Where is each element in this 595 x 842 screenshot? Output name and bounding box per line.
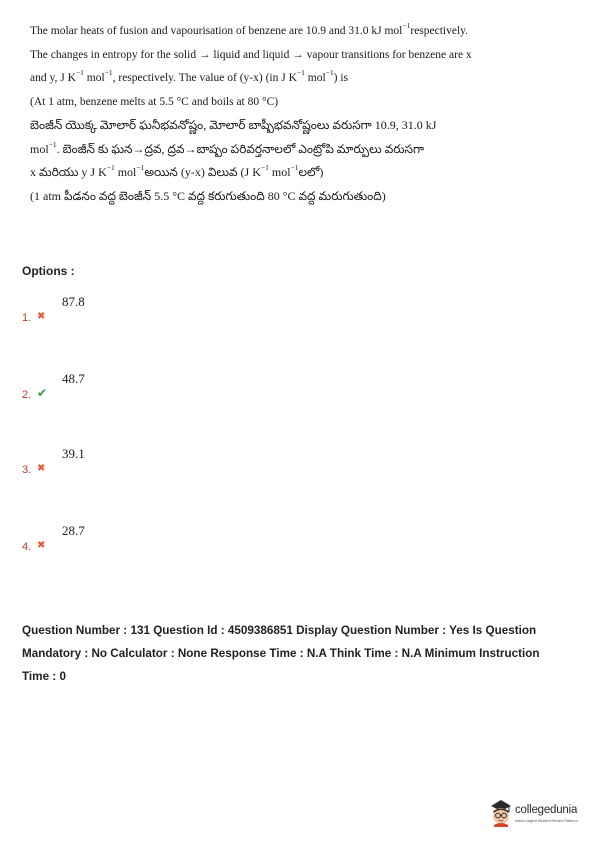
text: (At 1 atm, benzene melts at 5.5 °C and boils at 80 °C) bbox=[30, 95, 279, 108]
question-te-line-3 bbox=[30, 161, 460, 185]
cross-icon: ✖ bbox=[37, 540, 46, 551]
superscript: −1 bbox=[136, 163, 145, 172]
text: mol bbox=[268, 165, 291, 179]
question-te-line-4 bbox=[30, 185, 460, 209]
text: mol bbox=[83, 72, 105, 84]
option-value: 48.7 bbox=[62, 371, 85, 386]
superscript: −1 bbox=[296, 68, 305, 78]
superscript: −1 bbox=[260, 163, 269, 172]
question-en-line-1 bbox=[30, 20, 469, 44]
text: బెంజీన్ యొక్క మోలార్ ఘనీభవనోష్ణం, మోలార్ బాష్పీభవనోష్ణంలు వరుసగా 10.9, 31.0 kJ bbox=[30, 118, 437, 132]
option-number: 3. bbox=[22, 464, 32, 476]
metadata-line-2: Mandatory : No Calculator : None Response Time : N.A Think Time : N.A Minimum Instruction bbox=[22, 647, 540, 660]
text: ) is bbox=[333, 72, 348, 84]
checkmark-icon: ✔ bbox=[37, 386, 48, 400]
cross-icon: ✖ bbox=[37, 463, 46, 474]
text: mol bbox=[114, 165, 137, 179]
superscript: −1 bbox=[48, 139, 57, 149]
question-en-line-4 bbox=[30, 91, 460, 115]
option-number: 2. bbox=[22, 389, 32, 401]
option-2[interactable] bbox=[22, 371, 222, 417]
superscript: −1 bbox=[290, 163, 299, 172]
options-heading: Options : bbox=[22, 264, 75, 278]
superscript: −1 bbox=[402, 21, 411, 31]
text: The molar heats of fusion and vapourisation of benzene are 10.9 and 31.0 kJ mol bbox=[30, 25, 403, 37]
text: (1 atm పీడనం వద్ద బెంజీన్ 5.5 °C వద్ద కరుగుతుంది 80 °C వద్ద మరుగుతుంది) bbox=[30, 188, 386, 203]
logo-tagline: India's largest Student Review Platform bbox=[515, 819, 578, 823]
question-metadata bbox=[22, 619, 587, 688]
option-1[interactable] bbox=[22, 294, 222, 340]
option-value: 39.1 bbox=[62, 446, 85, 461]
text: అయిన (y-x) విలువ (J K bbox=[144, 165, 261, 179]
text: లలో) bbox=[298, 165, 324, 179]
text: The changes in entropy for the solid → liquid and liquid → vapour transitions for benzene are x bbox=[30, 48, 472, 61]
logo-wordmark: collegedunia bbox=[515, 804, 578, 816]
metadata-line-1: Question Number : 131 Question Id : 4509386851 Display Question Number : Yes Is Question bbox=[22, 624, 537, 637]
question-te-line-1 bbox=[30, 114, 460, 138]
metadata-line-3: Time : 0 bbox=[22, 670, 66, 683]
option-number: 4. bbox=[22, 541, 32, 553]
option-value: 87.8 bbox=[62, 294, 85, 309]
mascot-icon bbox=[488, 797, 514, 827]
question-en-line-2 bbox=[30, 44, 472, 68]
text: . బెంజీన్ కు ఘన→ద్రవ, ద్రవ→బాష్పం పరివర్తనాలలో ఎంట్రోపి మార్పులు వరుసగా bbox=[56, 141, 424, 156]
text: mol bbox=[304, 72, 326, 84]
text: x మరియు y J K bbox=[30, 165, 107, 179]
superscript: −1 bbox=[104, 68, 113, 78]
cross-icon: ✖ bbox=[37, 311, 46, 322]
option-3[interactable] bbox=[22, 446, 222, 492]
question-te-line-2 bbox=[30, 138, 460, 162]
option-4[interactable] bbox=[22, 523, 222, 569]
superscript: −1 bbox=[75, 68, 84, 78]
superscript: −1 bbox=[106, 163, 115, 172]
superscript: −1 bbox=[325, 68, 334, 78]
text: , respectively. The value of (y-x) (in J K bbox=[112, 72, 297, 84]
option-number: 1. bbox=[22, 312, 32, 324]
text: respectively. bbox=[410, 25, 469, 37]
text: mol bbox=[30, 141, 49, 156]
text: and y, J K bbox=[30, 72, 76, 84]
question-text bbox=[30, 20, 472, 208]
question-en-line-3 bbox=[30, 67, 460, 91]
collegedunia-logo[interactable] bbox=[488, 797, 588, 837]
option-value: 28.7 bbox=[62, 523, 85, 538]
